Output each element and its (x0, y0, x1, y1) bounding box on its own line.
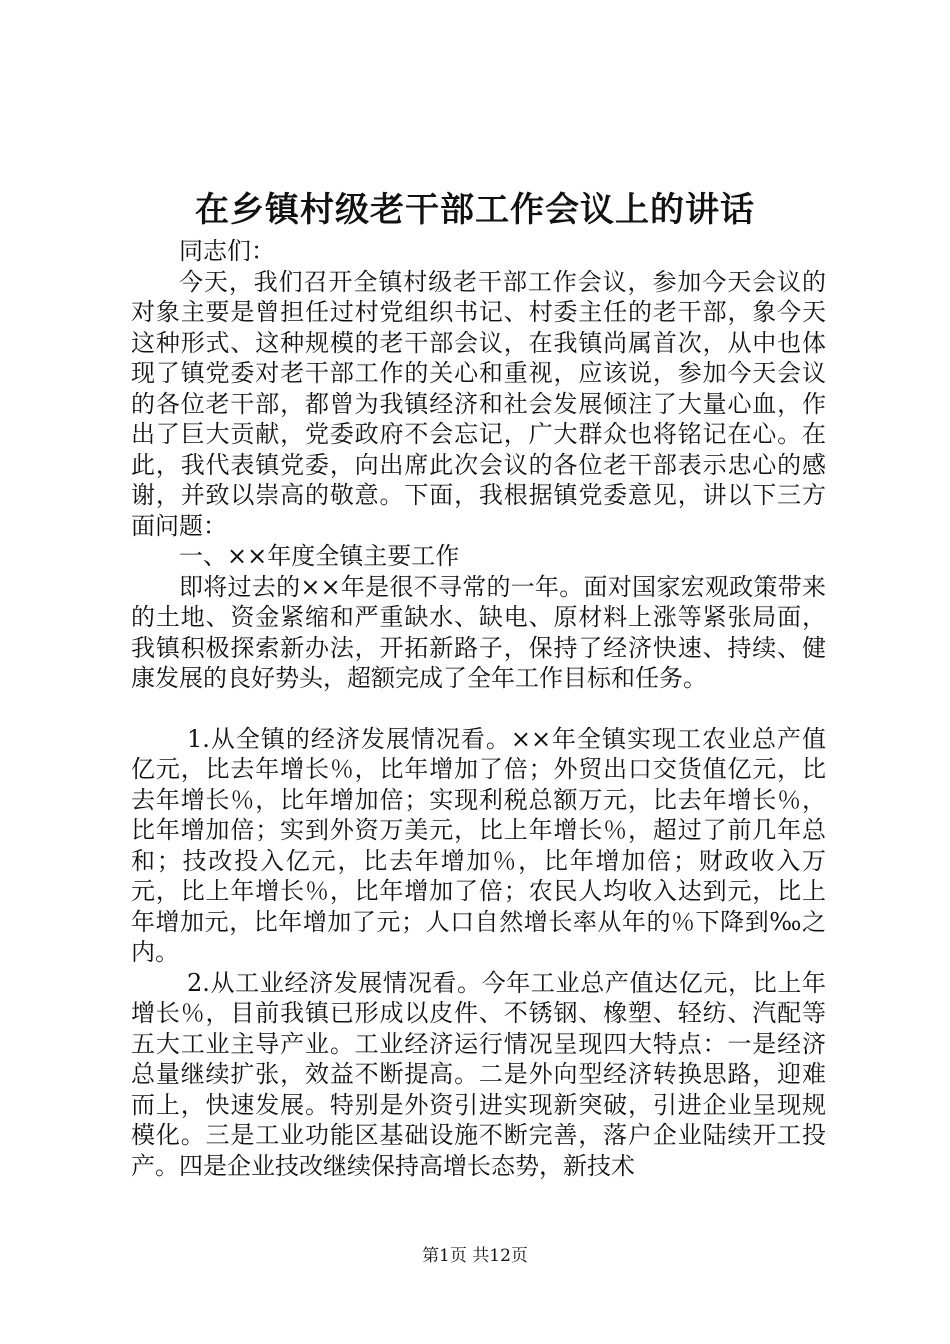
page-number-footer: 第1页 共12页 (422, 1246, 528, 1266)
paragraph-intro: 今天，我们召开全镇村级老干部工作会议，参加今天会议的对象主要是曾担任过村党组织书记、村委主任的老干部，象今天这种形式、这种规模的老干部会议，在我镇尚属首次，从中也体现了镇党委对老干部工作的关心和重视，应该说，参加今天会议的各位老干部，都曾为我镇经济和社会发展倾注了大量心血，作出了巨大贡献，党委政府不会忘记，广大群众也将铭记在心。在此，我代表镇党委，向出席此次会议的各位老干部表示忠心的感谢，并致以崇高的敬意。下面，我根据镇党委意见，讲以下三方面问题： (131, 267, 826, 540)
paragraph-overview: 即将过去的××年是很不寻常的一年。面对国家宏观政策带来的土地、资金紧缩和严重缺水、缺电、原材料上涨等紧张局面，我镇积极探索新办法，开拓新路子，保持了经济快速、持续、健康发展的良好势头，超额完成了全年工作目标和任务。 (131, 572, 826, 692)
greeting: 同志们： (179, 237, 275, 265)
document-body (131, 236, 826, 1181)
list-item-industry: 2.从工业经济发展情况看。今年工业总产值达亿元，比上年增长％，目前我镇已形成以皮件、不锈钢、橡塑、轻纺、汽配等五大工业主导产业。工业经济运行情况呈现四大特点：一是经济总量继续扩张，效益不断提高。二是外向型经济转换思路，迎难而上，快速发展。特别是外资引进实现新突破，引进企业呈现规模化。三是工业功能区基础设施不断完善，落户企业陆续开工投产。四是企业技改继续保持高增长态势，新技术 (131, 968, 826, 1180)
list-item-economy: 1.从全镇的经济发展情况看。××年全镇实现工农业总产值亿元，比去年增长％，比年增加了倍；外贸出口交货值亿元，比去年增长％，比年增加倍；实现利税总额万元，比去年增长％，比年增加倍；实到外资万美元，比上年增长％，超过了前几年总和；技改投入亿元，比去年增加％，比年增加倍；财政收入万元，比上年增长％，比年增加了倍；农民人均收入达到元，比上年增加元，比年增加了元；人口自然增长率从年的％下降到‰之内。 (131, 724, 826, 966)
section-heading: 一、××年度全镇主要工作 (179, 542, 460, 570)
document-title: 在乡镇村级老干部工作会议上的讲话 (195, 190, 755, 230)
